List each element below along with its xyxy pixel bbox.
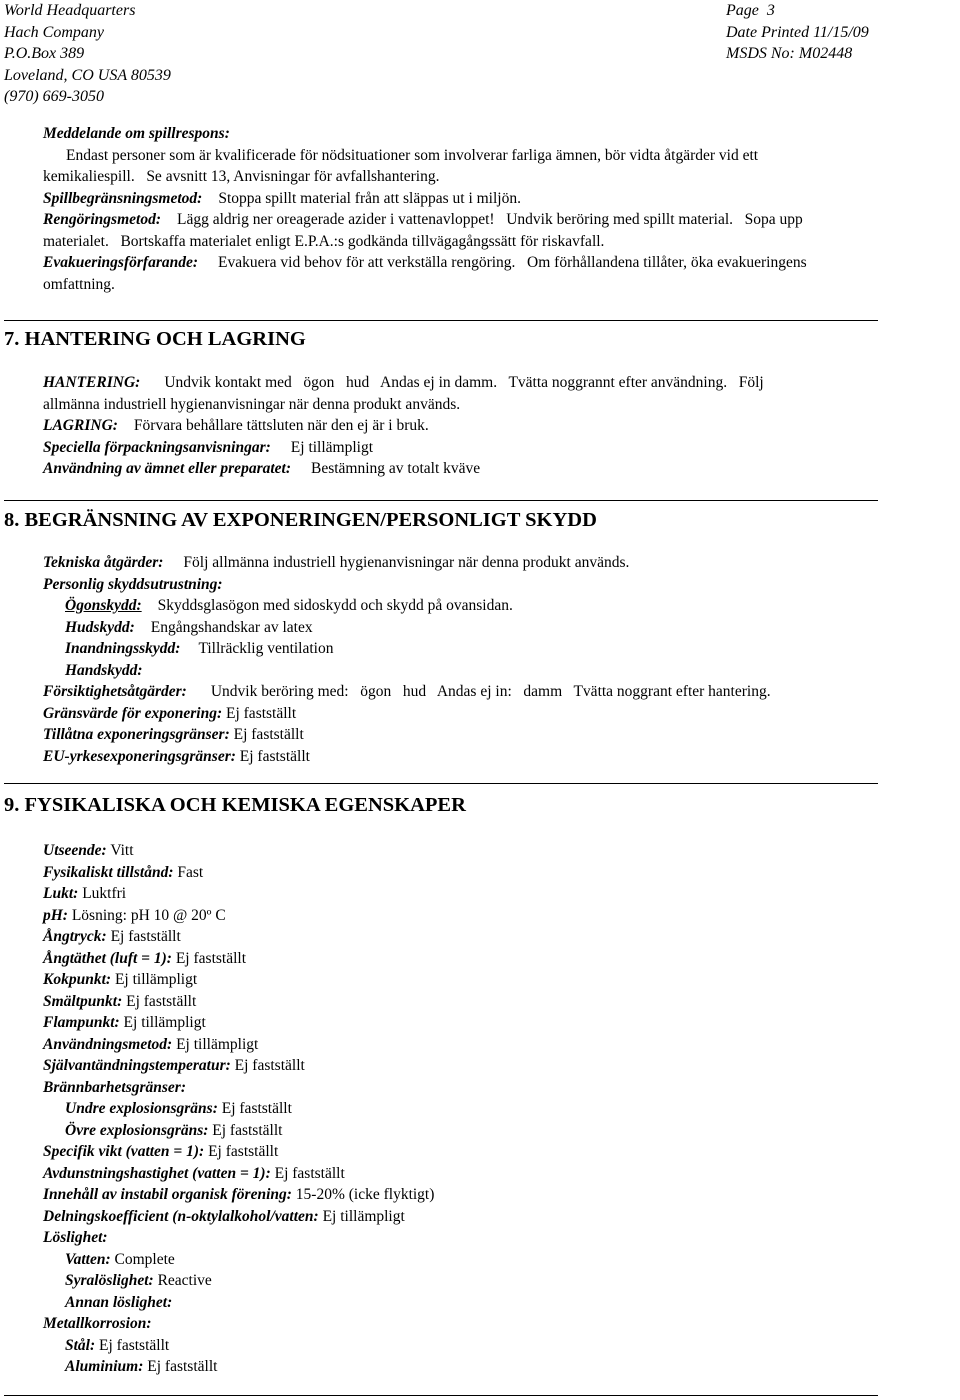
footer-divider bbox=[4, 1395, 878, 1396]
property-row bbox=[43, 1012, 960, 1034]
section7-body bbox=[43, 372, 960, 480]
handling-value-2: allmänna industriell hygienanvisningar när denna produkt används. bbox=[43, 395, 461, 413]
property-value: Ej fastställt bbox=[175, 949, 247, 967]
header-line-company: Hach Company bbox=[4, 23, 104, 41]
property-row bbox=[43, 883, 960, 905]
property-row bbox=[43, 969, 960, 991]
property-label: Aluminium: bbox=[65, 1358, 144, 1375]
property-value: Ej tillämpligt bbox=[114, 971, 198, 988]
property-value: Ej fastställt bbox=[147, 1358, 218, 1375]
property-label: Avdunstningshastighet (vatten = 1): bbox=[43, 1164, 271, 1182]
section9-properties bbox=[43, 840, 960, 1378]
property-label: Metallkorrosion: bbox=[43, 1315, 152, 1332]
evacuation-value-2: omfattning. bbox=[43, 275, 115, 293]
property-value: Ej fastställt bbox=[212, 1121, 283, 1139]
cleanup-value-2: materialet. Bortskaffa materialet enligt E.P.A.:s godkända tillvägagångssätt för riskavfall. bbox=[43, 232, 605, 250]
usage-label: Användning av ämnet eller preparatet: bbox=[43, 460, 291, 477]
technical-measures-value: Följ allmänna industriell hygienanvisningar när denna produkt används. bbox=[183, 554, 630, 571]
usage-value: Bestämning av totalt kväve bbox=[311, 460, 481, 477]
header-line-city: Loveland, CO USA 80539 bbox=[4, 66, 171, 84]
property-label: Stål: bbox=[65, 1336, 96, 1354]
property-value: Fast bbox=[177, 863, 204, 881]
section9-heading: 9. FYSIKALISKA OCH KEMISKA EGENSKAPER bbox=[4, 794, 466, 816]
precautions-value: Undvik beröring med: ögon hud Andas ej in: damm Tvätta noggrant efter hantering. bbox=[210, 683, 771, 700]
header-date-printed: Date Printed 11/15/09 bbox=[726, 23, 869, 41]
property-label: Lukt: bbox=[43, 885, 79, 902]
property-label: Kokpunkt: bbox=[43, 971, 112, 988]
property-label: Specifik vikt (vatten = 1): bbox=[43, 1143, 205, 1160]
property-row bbox=[43, 1034, 960, 1056]
section-divider-9 bbox=[4, 783, 878, 784]
ppe-label: Personlig skyddsutrustning: bbox=[43, 575, 223, 593]
property-label: Övre explosionsgräns: bbox=[65, 1121, 209, 1139]
property-value: Reactive bbox=[157, 1272, 212, 1289]
property-value: Ej fastställt bbox=[110, 928, 181, 945]
property-row bbox=[43, 926, 960, 948]
property-row bbox=[43, 1098, 960, 1120]
property-row bbox=[43, 1077, 960, 1099]
property-row bbox=[43, 948, 960, 970]
property-label: Användningsmetod: bbox=[43, 1035, 173, 1053]
section8-heading: 8. BEGRÄNSNING AV EXPONERINGEN/PERSONLIGT SKYDD bbox=[4, 509, 597, 531]
property-label: Utseende: bbox=[43, 842, 107, 859]
spill-response-text-1: Endast personer som är kvalificerade för nödsituationer som involverar farliga ämnen, bör vidta åtgärder vid ett bbox=[66, 146, 759, 164]
allowed-limits-value: Ej fastställt bbox=[233, 726, 304, 743]
property-row bbox=[43, 1184, 960, 1206]
property-row bbox=[43, 991, 960, 1013]
packaging-label: Speciella förpackningsanvisningar: bbox=[43, 438, 271, 456]
property-label: Annan löslighet: bbox=[65, 1293, 173, 1311]
containment-label: Spillbegränsningsmetod: bbox=[43, 189, 203, 207]
eye-protection-value: Skyddsglasögon med sidoskydd och skydd på ovansidan. bbox=[157, 597, 513, 614]
property-value: 15-20% (icke flyktigt) bbox=[295, 1186, 435, 1203]
property-row bbox=[43, 840, 960, 862]
property-value: Ej fastställt bbox=[221, 1100, 292, 1117]
property-row bbox=[43, 1206, 960, 1228]
property-label: Delningskoefficient (n-oktylalkohol/vatten: bbox=[43, 1207, 319, 1225]
header-page-number: Page 3 bbox=[726, 2, 775, 19]
property-label: Självantändningstemperatur: bbox=[43, 1057, 231, 1074]
property-row bbox=[43, 1055, 960, 1077]
property-row bbox=[43, 1249, 960, 1271]
property-value: Ej tillämpligt bbox=[176, 1035, 259, 1053]
section-divider-8 bbox=[4, 500, 878, 501]
property-row bbox=[43, 1270, 960, 1292]
handling-value: Undvik kontakt med ögon hud Andas ej in damm. Tvätta noggrannt efter användning. Följ bbox=[164, 374, 764, 391]
property-value: Vitt bbox=[110, 842, 134, 859]
property-value: Ej fastställt bbox=[99, 1336, 170, 1354]
property-row bbox=[43, 1163, 960, 1185]
property-label: Löslighet: bbox=[43, 1229, 108, 1246]
property-value: Ej fastställt bbox=[274, 1164, 345, 1182]
property-row bbox=[43, 1227, 960, 1249]
eye-protection-label: Ögonskydd: bbox=[65, 597, 142, 614]
section6-spill-block bbox=[43, 123, 960, 295]
spill-response-text-2: kemikaliespill. Se avsnitt 13, Anvisningar för avfallshantering. bbox=[43, 168, 440, 185]
property-value: Ej fastställt bbox=[126, 992, 197, 1010]
exposure-limit-label: Gränsvärde för exponering: bbox=[43, 704, 223, 722]
evacuation-value: Evakuera vid behov för att verkställa rengöring. Om förhållandena tillåter, öka evakueringens bbox=[218, 254, 807, 271]
header-line-phone: (970) 669-3050 bbox=[4, 88, 104, 105]
section8-body bbox=[43, 552, 960, 767]
skin-protection-value: Engångshandskar av latex bbox=[150, 618, 313, 636]
property-value: Ej fastställt bbox=[234, 1057, 305, 1074]
storage-value: Förvara behållare tättsluten när den ej är i bruk. bbox=[133, 417, 429, 434]
property-label: Ångtryck: bbox=[43, 928, 107, 945]
allowed-limits-label: Tillåtna exponeringsgränser: bbox=[43, 726, 230, 743]
evacuation-label: Evakueringsförfarande: bbox=[43, 254, 199, 271]
property-row bbox=[43, 905, 960, 927]
cleanup-value: Lägg aldrig ner oreagerade azider i vattenavloppet! Undvik beröring med spillt material. Sopa upp bbox=[176, 211, 803, 228]
technical-measures-label: Tekniska åtgärder: bbox=[43, 554, 164, 571]
containment-value: Stoppa spillt material från att släppas ut i miljön. bbox=[218, 189, 521, 207]
property-label: Undre explosionsgräns: bbox=[65, 1100, 218, 1117]
property-row bbox=[43, 1335, 960, 1357]
property-value: Complete bbox=[114, 1250, 175, 1268]
hand-protection-label: Handskydd: bbox=[65, 661, 143, 679]
property-label: Vatten: bbox=[65, 1250, 111, 1268]
section7-heading: 7. HANTERING OCH LAGRING bbox=[4, 328, 306, 350]
property-row bbox=[43, 1120, 960, 1142]
respiratory-protection-label: Inandningsskydd: bbox=[65, 640, 181, 657]
skin-protection-label: Hudskydd: bbox=[65, 618, 135, 636]
property-label: Syralöslighet: bbox=[65, 1272, 154, 1289]
property-value: Luktfri bbox=[82, 885, 127, 902]
spill-response-label: Meddelande om spillrespons: bbox=[43, 125, 230, 142]
eu-limits-value: Ej fastställt bbox=[239, 747, 310, 765]
header-company-block bbox=[4, 0, 171, 108]
property-label: Innehåll av instabil organisk förening: bbox=[43, 1186, 292, 1203]
property-row bbox=[43, 1313, 960, 1335]
property-label: Brännbarhetsgränser: bbox=[43, 1078, 186, 1096]
property-value: Ej fastställt bbox=[208, 1143, 279, 1160]
property-label: Flampunkt: bbox=[43, 1014, 120, 1031]
header-line-pobox: P.O.Box 389 bbox=[4, 45, 85, 62]
section-divider-7 bbox=[4, 320, 878, 321]
property-label: pH: bbox=[43, 906, 68, 924]
respiratory-protection-value: Tillräcklig ventilation bbox=[198, 640, 334, 657]
property-label: Smältpunkt: bbox=[43, 992, 123, 1010]
storage-label: LAGRING: bbox=[43, 417, 118, 434]
property-row bbox=[43, 862, 960, 884]
property-value: Ej tillämpligt bbox=[123, 1014, 206, 1031]
property-label: Fysikaliskt tillstånd: bbox=[43, 863, 174, 881]
header-doc-block bbox=[726, 0, 869, 65]
cleanup-label: Rengöringsmetod: bbox=[43, 211, 161, 228]
header-msds-number: MSDS No: M02448 bbox=[726, 45, 853, 62]
precautions-label: Försiktighetsåtgärder: bbox=[43, 683, 187, 700]
exposure-limit-value: Ej fastställt bbox=[226, 704, 297, 722]
property-row bbox=[43, 1292, 960, 1314]
property-label: Ångtäthet (luft = 1): bbox=[43, 949, 172, 967]
property-value: Ej tillämpligt bbox=[322, 1207, 405, 1225]
header-line-hq: World Headquarters bbox=[4, 2, 136, 19]
property-value: Lösning: pH 10 @ 20º C bbox=[71, 906, 226, 924]
packaging-value: Ej tillämpligt bbox=[290, 438, 374, 456]
property-row bbox=[43, 1356, 960, 1378]
property-row bbox=[43, 1141, 960, 1163]
eu-limits-label: EU-yrkesexponeringsgränser: bbox=[43, 747, 236, 765]
handling-label: HANTERING: bbox=[43, 374, 141, 391]
